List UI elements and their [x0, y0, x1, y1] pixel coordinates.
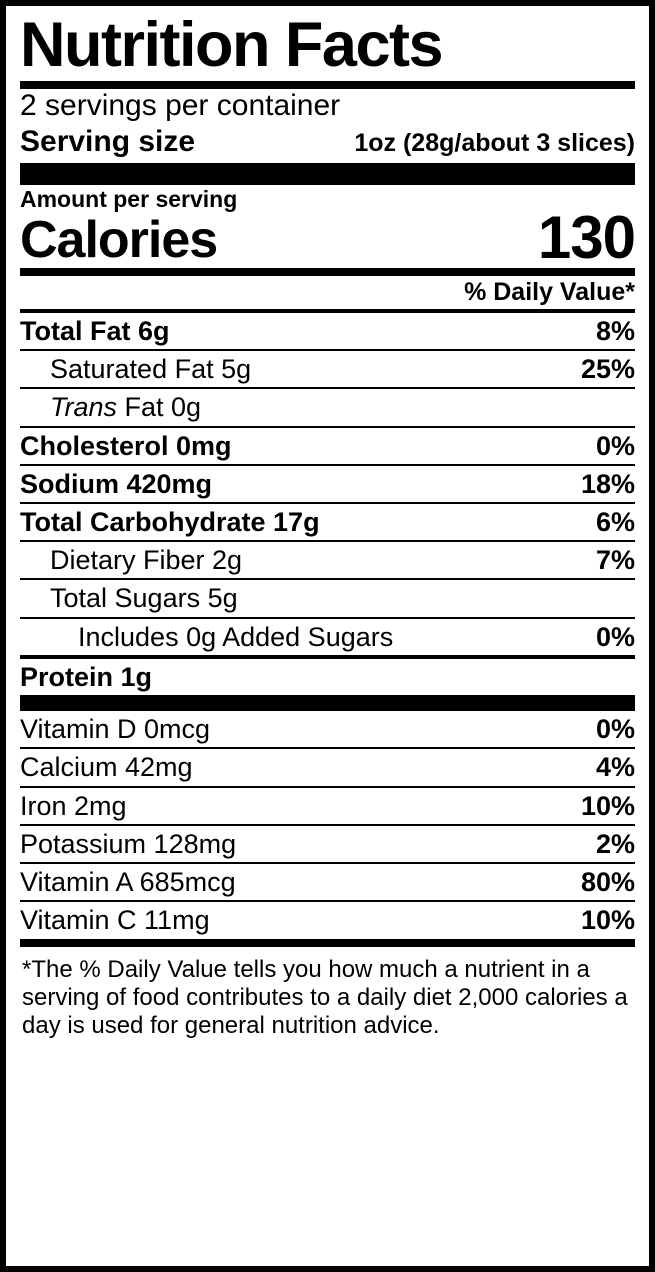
- nutrient-pct: 6%: [595, 506, 635, 537]
- micronutrient-name: Potassium 128mg: [20, 828, 237, 859]
- daily-value-footnote: *The % Daily Value tells you how much a nutrient in a serving of food contributes to a daily diet 2,000 calories a day is used for general nutrition advice.: [22, 955, 628, 1040]
- nutrient-name: Total Carbohydrate 17g: [20, 506, 320, 537]
- micronutrient-row-potassium: [20, 826, 635, 862]
- nutrient-name: Sodium 420mg: [20, 468, 213, 499]
- amount-per-serving: Amount per serving: [20, 185, 238, 212]
- divider-before-micronutrients: [20, 695, 635, 711]
- nutrient-name: Includes 0g Added Sugars: [78, 621, 394, 652]
- micronutrient-name: Vitamin C 11mg: [20, 905, 210, 936]
- nutrient-name: Protein 1g: [20, 661, 153, 692]
- servings-per-container: 2 servings per container: [20, 89, 341, 122]
- nutrient-row-sodium: [20, 466, 635, 502]
- micronutrient-row-vitamin-d: [20, 711, 635, 747]
- nutrient-pct: 7%: [595, 545, 635, 576]
- nutrient-name: Saturated Fat 5g: [50, 354, 252, 385]
- nutrient-row-trans-fat: [20, 389, 635, 425]
- serving-size-value: 1oz (28g/about 3 slices): [354, 128, 635, 157]
- nutrient-row-protein: [20, 659, 635, 695]
- nutrient-row-cholesterol: [20, 428, 635, 464]
- serving-size-row: [20, 125, 635, 163]
- nutrient-name: Cholesterol 0mg: [20, 430, 232, 461]
- divider-before-footnote: [20, 939, 635, 947]
- micronutrient-pct: 10%: [580, 790, 635, 821]
- micronutrient-name: Vitamin D 0mcg: [20, 714, 211, 745]
- micronutrient-name: Calcium 42mg: [20, 752, 193, 783]
- nutrient-row-added-sugars: [20, 619, 635, 655]
- micronutrient-row-vitamin-c: [20, 902, 635, 938]
- nutrient-pct: 25%: [580, 354, 635, 385]
- nutrient-row-total-fat: [20, 313, 635, 349]
- nutrient-pct: 18%: [580, 468, 635, 499]
- nutrient-name: Total Sugars 5g: [50, 583, 238, 614]
- trans-italic: Trans: [50, 392, 118, 423]
- nutrient-name: [20, 392, 201, 422]
- serving-size-label: Serving size: [20, 124, 196, 158]
- micronutrient-row-iron: [20, 788, 635, 824]
- micronutrient-pct: 0%: [595, 714, 635, 745]
- micronutrient-row-calcium: [20, 749, 635, 785]
- nutrient-pct: 8%: [595, 315, 635, 346]
- nutrient-row-total-sugars: [20, 580, 635, 616]
- nutrient-row-dietary-fiber: [20, 542, 635, 578]
- divider-thick-top: [20, 163, 635, 185]
- trans-rest: Fat 0g: [117, 392, 202, 423]
- calories-row: [20, 203, 635, 271]
- nutrient-name: Dietary Fiber 2g: [50, 545, 243, 576]
- page-title: Nutrition Facts: [20, 10, 443, 80]
- micronutrient-pct: 10%: [580, 905, 635, 936]
- daily-value-header: % Daily Value*: [464, 277, 635, 306]
- micronutrient-row-vitamin-a: [20, 864, 635, 900]
- calories-label: Calories: [20, 211, 218, 270]
- nutrient-pct: 0%: [595, 430, 635, 461]
- micronutrient-pct: 80%: [580, 867, 635, 898]
- nutrient-row-saturated-fat: [20, 351, 635, 387]
- micronutrient-pct: 4%: [595, 752, 635, 783]
- micronutrient-name: Iron 2mg: [20, 790, 127, 821]
- calories-value: 130: [537, 203, 635, 271]
- nutrient-row-total-carbohydrate: [20, 504, 635, 540]
- divider-under-title: [20, 81, 635, 89]
- nutrient-name: Total Fat 6g: [20, 315, 170, 346]
- nutrient-pct: 0%: [595, 621, 635, 652]
- micronutrient-pct: 2%: [595, 828, 635, 859]
- micronutrient-name: Vitamin A 685mcg: [20, 867, 236, 898]
